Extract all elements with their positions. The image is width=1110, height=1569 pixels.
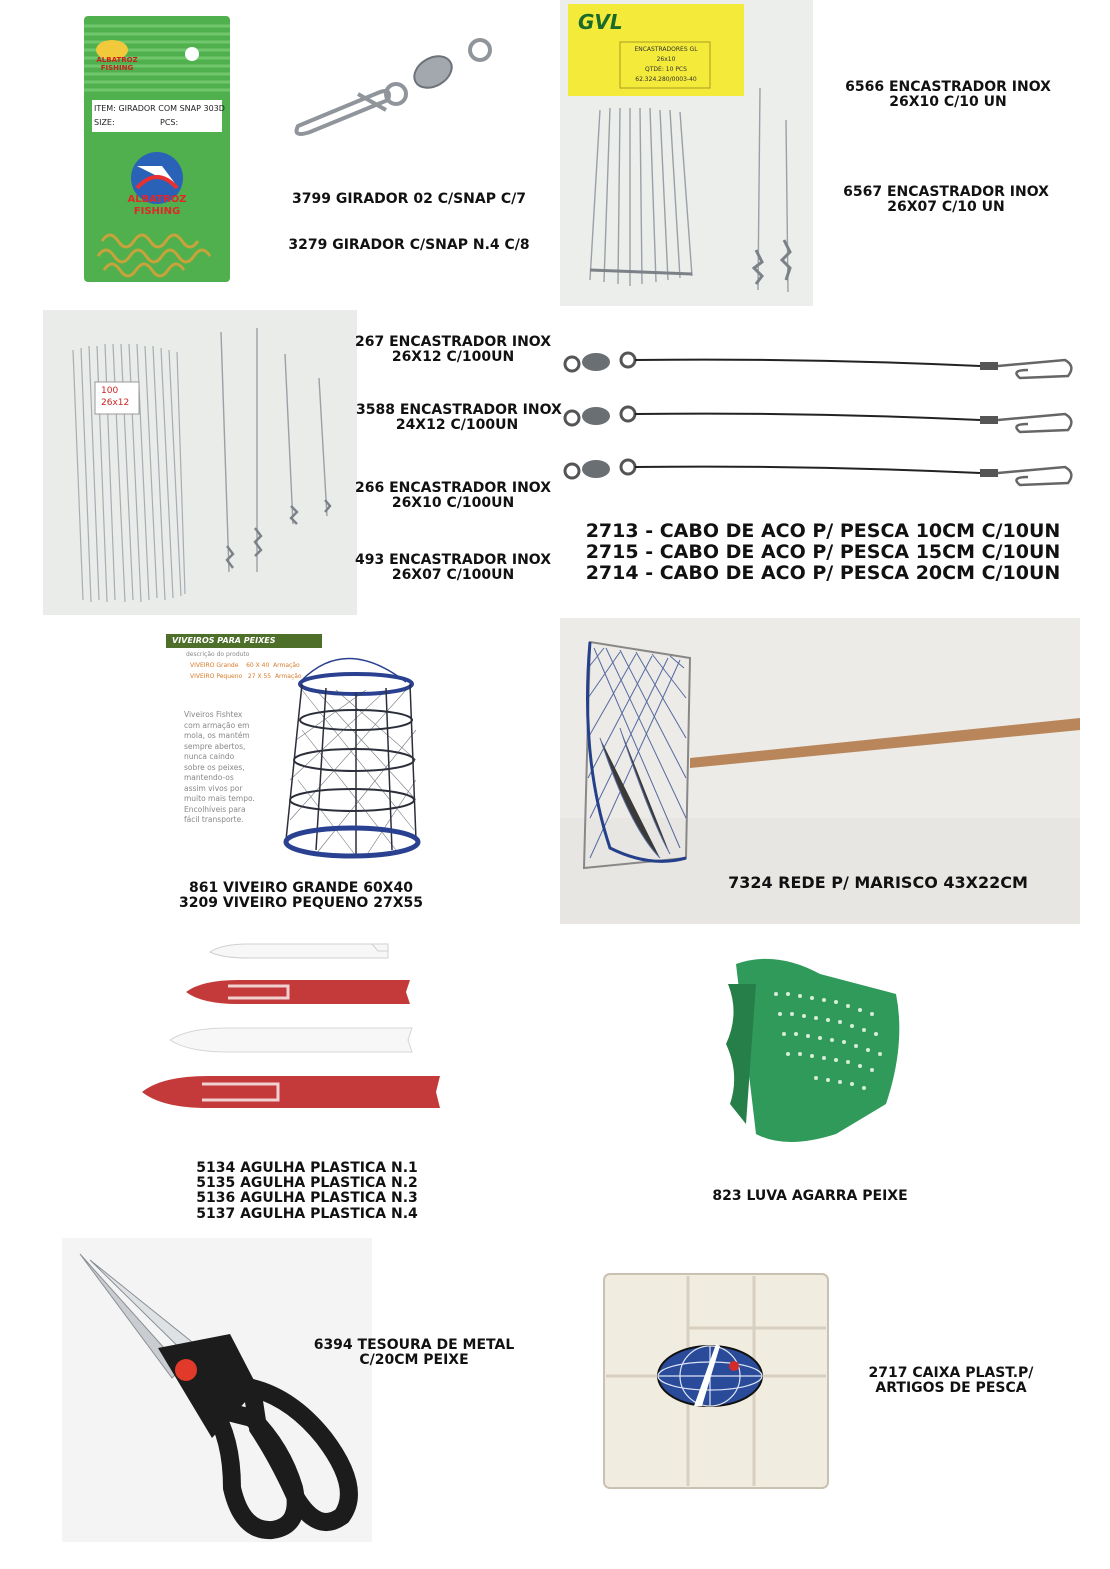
tesoura-photo [62,1238,372,1542]
viveiro-brochure-row-1: VIVEIRO Grande 60 X 40 Armação [190,662,300,669]
girador-package-photo [82,16,232,284]
rede-line: 7324 REDE P/ MARISCO 43X22CM [728,873,1028,892]
bulk-tag-2: 26x12 [101,398,130,408]
luva-line: 823 LUVA AGARRA PEIXE [712,1188,908,1204]
encastrador-266-line-2: 26X10 C/100UN [391,495,515,511]
encastrador-493-line-1: 493 ENCASTRADOR INOX [354,552,552,568]
girador-pcs-label: PCS: [160,118,179,127]
viveiro-desc-line: muito mais tempo. [184,794,255,803]
tesoura-line-2: C/20CM PEIXE [359,1352,469,1368]
girador-brand-top: ALBATROZ FISHING [96,56,138,72]
encastrador-267-line-2: 26X12 C/100UN [391,349,515,365]
agulha-line-2: 5135 AGULHA PLASTICA N.2 [196,1175,418,1191]
viveiro-brochure-row-2: VIVEIRO Pequeno 27 X 55 Armação [190,673,302,680]
agulha-line-3: 5136 AGULHA PLASTICA N.3 [196,1190,418,1206]
viveiro-desc-line: fácil transporte. [184,815,244,824]
encastrador-493-line-2: 26X07 C/100UN [391,567,515,583]
caixa-photo [598,1266,832,1494]
gvl-label-1: ENCASTRADORES GL [634,46,698,53]
encastrador-bulk-photo [43,310,357,615]
girador-line-2: 3279 GIRADOR C/SNAP N.4 C/8 [288,237,530,253]
agulha-line-4: 5137 AGULHA PLASTICA N.4 [196,1206,418,1222]
caixa-line-2: ARTIGOS DE PESCA [875,1380,1027,1396]
caixa-line-1: 2717 CAIXA PLAST.P/ [868,1365,1034,1381]
encastrador-266-line-1: 266 ENCASTRADOR INOX [354,480,552,496]
gvl-label-4: 62.324.280/0003-40 [635,76,697,83]
girador-line-1: 3799 GIRADOR 02 C/SNAP C/7 [292,191,526,207]
viveiro-desc-line: sempre abertos, [184,741,246,751]
viveiro-desc-line: assim vivos por [184,783,243,793]
gvl-label-2: 26x10 [656,56,676,63]
encastrador-3588-line-2: 24X12 C/100UN [395,417,519,433]
viveiro-desc-line: nunca caindo [184,752,235,761]
agulha-photo [138,936,444,1120]
girador-size-label: SIZE: [94,118,115,127]
girador-brand-bottom-1: ALBATROZ [127,194,187,205]
girador-item-label: ITEM: GIRADOR COM SNAP 303D [94,104,225,113]
steel-cable-photo [560,340,1082,490]
luva-photo [716,954,908,1150]
tesoura-line-1: 6394 TESOURA DE METAL [313,1337,515,1353]
viveiro-desc-line: sobre os peixes, [184,762,245,772]
bulk-tag-1: 100 [101,386,119,396]
viveiro-line-2: 3209 VIVEIRO PEQUENO 27X55 [179,895,423,911]
encastrador-3588-line-1: 3588 ENCASTRADOR INOX [356,402,562,418]
gvl-brand: GVL [578,10,623,34]
viveiro-line-1: 861 VIVEIRO GRANDE 60X40 [189,880,413,896]
cabo-line-1: 2713 - CABO DE ACO P/ PESCA 10CM C/10UN [585,520,1061,542]
swivel-snap-photo [288,36,500,140]
encastrador-267-line-1: 267 ENCASTRADOR INOX [354,334,552,350]
encastrador-6567-line-1: 6567 ENCASTRADOR INOX [843,184,1049,200]
viveiro-brochure-photo [166,630,432,874]
gvl-label-3: QTDE: 10 PCS [645,66,687,73]
girador-brand-bottom-2: FISHING [133,206,181,217]
viveiro-desc-line: Viveiros Fishtex [184,710,243,719]
gvl-encastrador-photo [560,0,813,306]
encastrador-6566-line-2: 26X10 C/10 UN [889,94,1007,110]
cabo-line-2: 2715 - CABO DE ACO P/ PESCA 15CM C/10UN [585,541,1061,563]
encastrador-6567-line-2: 26X07 C/10 UN [887,199,1005,215]
viveiro-desc-line: mantendo-os [184,773,234,782]
viveiro-brochure-title: VIVEIROS PARA PEIXES [172,636,276,645]
viveiro-desc-line: mola, os mantém [184,731,250,740]
viveiro-brochure-desc [184,710,255,826]
encastrador-6566-line-1: 6566 ENCASTRADOR INOX [845,79,1051,95]
viveiro-brochure-sub: descrição do produto [186,651,250,658]
cabo-line-3: 2714 - CABO DE ACO P/ PESCA 20CM C/10UN [585,562,1061,584]
viveiro-desc-line: com armação em [184,720,250,730]
viveiro-desc-line: Encolhíveis para [184,804,246,814]
agulha-line-1: 5134 AGULHA PLASTICA N.1 [196,1160,418,1176]
